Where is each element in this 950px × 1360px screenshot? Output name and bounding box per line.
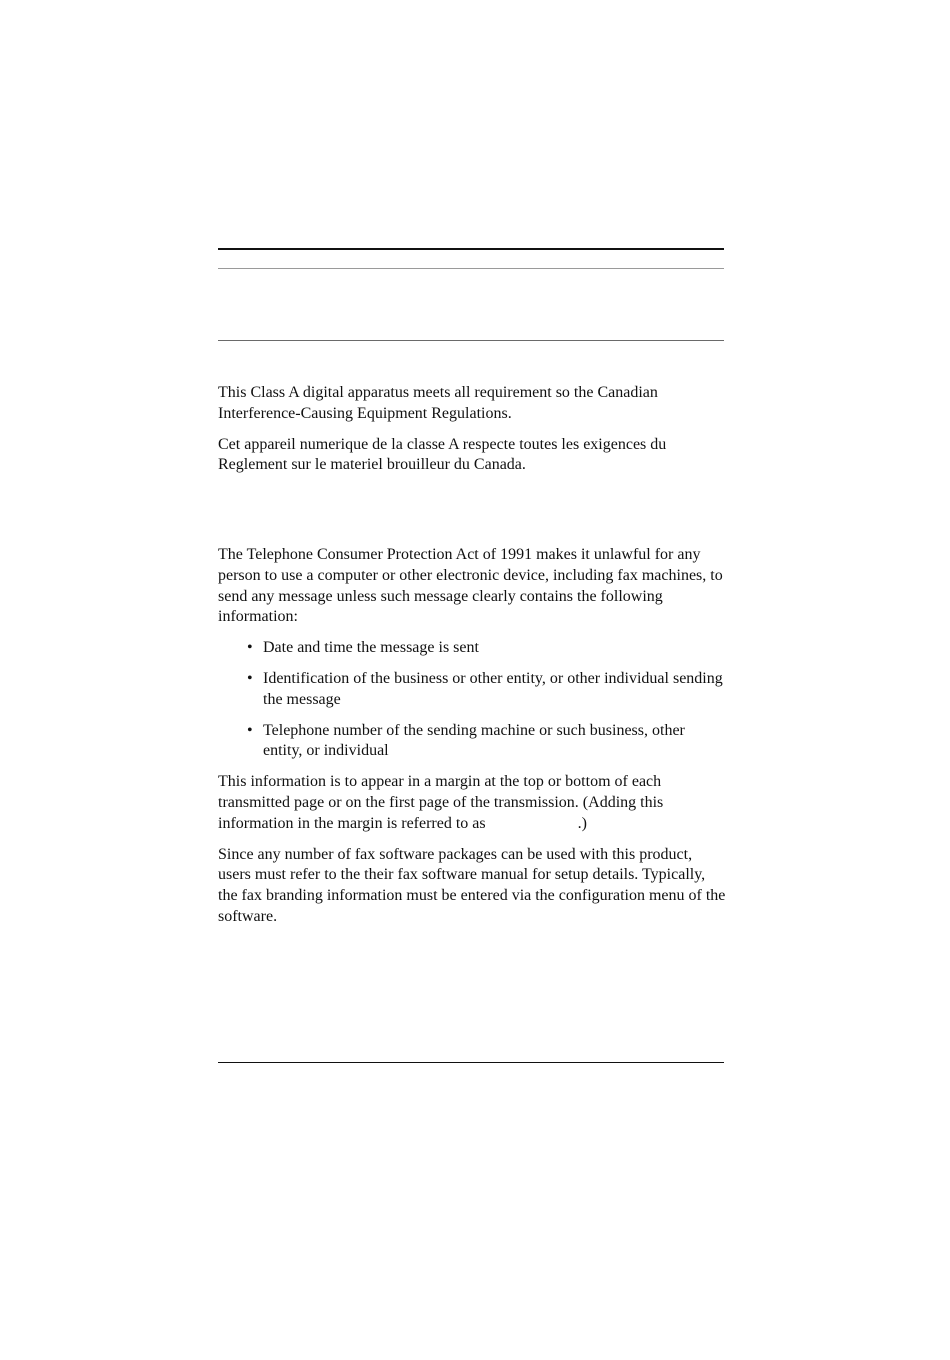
required-info-list [218,638,728,762]
margin-text-after: .) [577,814,587,832]
canada-english-statement: This Class A digital apparatus meets all requirement so the Canadian Interference-Causing Equipment Regulations. [218,384,658,422]
bullet-icon: • [247,669,253,687]
tcpa-intro: The Telephone Consumer Protection Act of 1991 makes it unlawful for any person to use a computer or other electronic device, including fax machines, to send any message unless such message clearly contains the following information: [218,546,723,626]
list-item-text: Identification of the business or other entity, or other individual sending the message [263,669,723,708]
list-item-text: Telephone number of the sending machine or such business, other entity, or individual [263,721,685,760]
list-item [218,638,728,659]
header-rule-thin [218,268,724,269]
header-rule-bottom [218,340,724,341]
tcpa-section [218,545,728,928]
bullet-icon: • [247,721,253,739]
list-item [218,669,728,711]
canada-french-statement: Cet appareil numerique de la classe A respecte toutes les exigences du Reglement sur le materiel brouilleur du Canada. [218,435,667,474]
list-item [218,721,728,763]
footer-rule [218,1062,724,1063]
canada-compliance-section [218,383,728,476]
margin-text-before: This information is to appear in a margin at the top or bottom of each transmitted page or on the first page of the transmission. (Adding this information in the margin is referred to as [218,773,664,832]
bullet-icon: • [247,639,253,657]
list-item-text: Date and time the message is sent [263,639,479,657]
header-rule-thick [218,248,724,250]
software-note-paragraph: Since any number of fax software packages can be used with this product, users must refer to the their fax software manual for setup details. Typically, the fax branding information must be entered via the configuration menu of the software. [218,845,726,925]
margin-requirement-paragraph [218,772,728,834]
